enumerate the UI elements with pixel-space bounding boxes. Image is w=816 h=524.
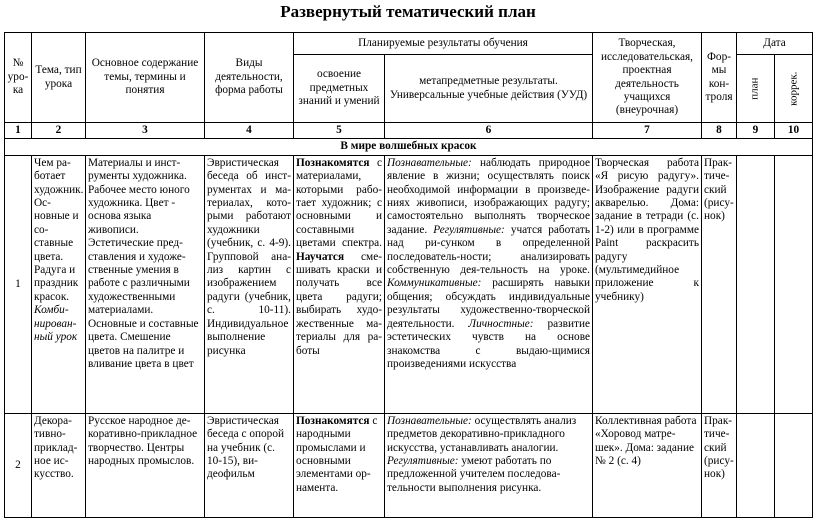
column-number: 7 xyxy=(593,123,702,139)
lesson-activity: Эвристическая беседа с опорой на учебник (с. 10-15), ви-деофильм xyxy=(205,413,294,517)
lesson-date-correction xyxy=(775,413,813,517)
meta-text: умеют работать по предложенной учителем последова-тельности выполнения рисунка. xyxy=(387,455,561,494)
header-date-plan-cell xyxy=(737,55,775,123)
mastery-text: с материалами, которыми рабо-тает художник; с основными и составными цветами спектра. xyxy=(296,156,382,250)
column-number: 3 xyxy=(86,123,205,139)
mastery-lead: Познакомятся xyxy=(296,414,370,427)
meta-label: Регулятивные: xyxy=(387,455,459,468)
header-date-corr-cell xyxy=(775,55,813,123)
lesson-creative: Творческая работа «Я рисую радугу». Изображение радуги акварелью. Дома: задание в тетради (с. 1-2) или в программе Paint раскрасить радугу (мультимедийное приложение к учебнику) xyxy=(593,155,702,413)
table-row xyxy=(5,155,813,413)
header-subject-mastery: освоение предметных знаний и умений xyxy=(294,55,385,123)
meta-text: наблюдать природное явление в жизни; осуществлять поиск необходимой информации в произведе-ниях живописи, изображающих радугу; самостоятельно выполнять творческое задание. xyxy=(387,156,590,236)
mastery-text: с народными промыслами и основными элементами ор-намента. xyxy=(296,414,378,494)
lesson-control-form: Прак-тиче-ский (рису-нок) xyxy=(702,413,737,517)
meta-label: Коммуникативные: xyxy=(387,277,482,290)
section-row xyxy=(5,139,813,155)
lesson-topic: Декора-тивно-приклад-ное ис-кусство. xyxy=(32,413,86,517)
lesson-creative: Коллективная работа «Хоровод матре-шек». Дома: задание № 2 (с. 4) xyxy=(593,413,702,517)
mastery-lead: Познакомятся xyxy=(296,156,370,169)
lesson-activity: Эвристическая беседа об инст-рументах и ма-териалах, кото-рыми работают художники (учебник, с. 4-9). Групповой ана-лиз картин с изображением радуги (учебник, с. 10-11). Индивидуальное выполнение рисунка xyxy=(205,155,294,413)
meta-text: учатся работать над ри-сунком в определенной последователь-ности; анализировать собственную дея-тельность на уроке. xyxy=(387,223,590,277)
lesson-date-plan xyxy=(737,413,775,517)
lesson-control-form: Прак-тиче-ский (рису-нок) xyxy=(702,155,737,413)
lesson-content: Русское народное де-коративно-прикладное творчество. Центры народных промыслов. xyxy=(86,413,205,517)
table-row xyxy=(5,413,813,517)
meta-label: Познавательные: xyxy=(387,156,472,169)
lesson-date-plan xyxy=(737,155,775,413)
column-number: 5 xyxy=(294,123,385,139)
column-number: 6 xyxy=(385,123,593,139)
meta-label: Познавательные: xyxy=(387,414,472,427)
lesson-topic: Чем ра-ботает художник. Ос-новные и со-ставные цвета. Радуга и праздник красок. xyxy=(34,156,84,303)
header-content: Основное содержание темы, термины и понятия xyxy=(86,33,205,123)
header-activity: Виды деятельности, форма работы xyxy=(205,33,294,123)
header-date: Дата xyxy=(737,33,813,55)
meta-text: расширять навыки общения; обсуждать индивидуальные результаты художественно-творческой деятельности. xyxy=(387,277,590,330)
lesson-mastery-cell xyxy=(294,155,385,413)
column-number: 4 xyxy=(205,123,294,139)
column-number: 1 xyxy=(5,123,32,139)
mastery-text: сме-шивать краски и получать все цвета радуги; выбирать худо-жественные ма-териалы для ра-боты xyxy=(296,250,382,357)
lesson-meta-cell xyxy=(385,413,593,517)
lesson-number: 2 xyxy=(5,413,32,517)
column-number: 9 xyxy=(737,123,775,139)
column-number: 8 xyxy=(702,123,737,139)
meta-text: развитие эстетических чувств на основе знакомства с выдаю-щимися произведениями искусства xyxy=(387,317,591,370)
lesson-date-correction xyxy=(775,155,813,413)
column-number: 2 xyxy=(32,123,86,139)
lesson-mastery-cell xyxy=(294,413,385,517)
lesson-meta-cell xyxy=(385,155,593,413)
column-numbering-row xyxy=(5,123,813,139)
lesson-content: Материалы и инст-рументы художника. Рабочее место юного художника. Цвет - основа языка живописи. Эстетические пред-ставления и художе-ственные умения в работе с различными художественными материалами. Основные и составные цвета. Смешение цветов на палитре и вливание цвета в цвет xyxy=(86,155,205,413)
header-topic: Тема, тип урока xyxy=(32,33,86,123)
mastery-lead: Научатся xyxy=(296,250,345,263)
header-control-forms: Фор-мы кон-троля xyxy=(702,33,737,123)
lesson-topic-cell xyxy=(32,155,86,413)
header-lesson-number: № уро-ка xyxy=(5,33,32,123)
lesson-type: Комби-нирован-ный урок xyxy=(34,304,78,344)
meta-label: Личностные: xyxy=(468,317,534,330)
meta-text: осуществлять анализ предметов декоративно-прикладного искусства, устанавливать аналогии. xyxy=(387,414,577,454)
column-number: 10 xyxy=(775,123,813,139)
page-title: Развернутый тематический план xyxy=(280,2,536,21)
header-creative-activity: Творческая, исследовательская, проектная деятельность учащихся (внеурочная) xyxy=(593,33,702,123)
header-date-correction: коррек. xyxy=(787,71,800,106)
header-meta-results: метапредметные результаты. Универсальные учебные действия (УУД) xyxy=(385,55,593,123)
header-row xyxy=(5,33,813,55)
lesson-number: 1 xyxy=(5,155,32,413)
thematic-plan-table xyxy=(4,32,813,518)
section-title: В мире волшебных красок xyxy=(5,139,813,155)
header-planned-results: Планируемые результаты обучения xyxy=(294,33,593,55)
header-date-plan: план xyxy=(748,77,761,100)
meta-label: Регулятивные: xyxy=(433,223,505,236)
